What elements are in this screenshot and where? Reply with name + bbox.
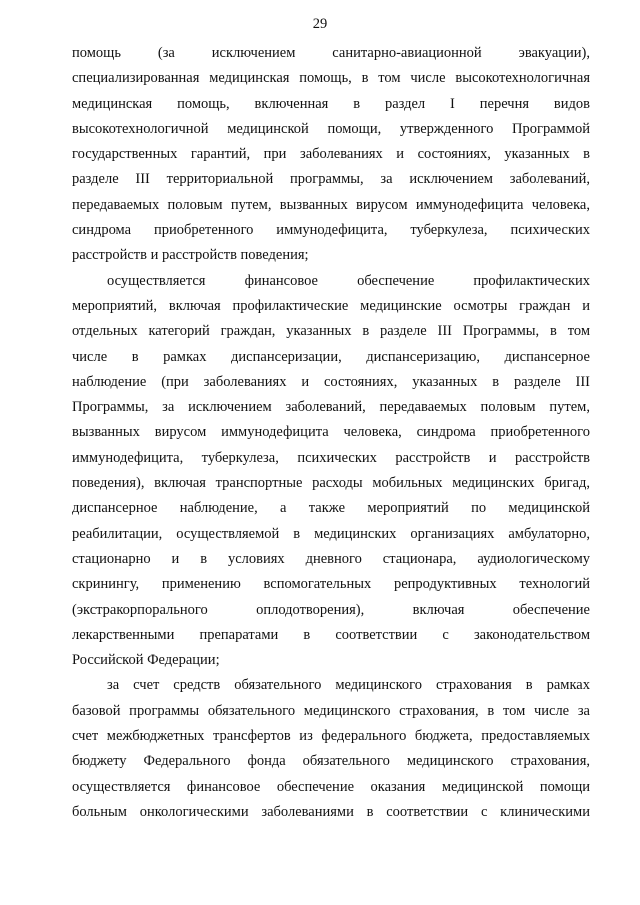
text-line: помощь (за исключением санитарно-авиационной эвакуации), — [72, 45, 590, 61]
text-line: осуществляется финансовое обеспечение профилактических — [107, 272, 590, 289]
text-line: лекарственными препаратами в соответствии с законодательством — [72, 626, 590, 643]
text-line: поведения), включая транспортные расходы мобильных медицинских бригад, — [72, 475, 590, 492]
text-line: диспансерное наблюдение, а также мероприятий по медицинской — [72, 500, 590, 517]
text-line: разделе III территориальной программы, за исключением заболеваний, — [72, 171, 590, 188]
text-line: Программы, за исключением заболеваний, передаваемых половым путем, — [72, 399, 590, 416]
text-line: бюджету Федерального фонда обязательного медицинского страхования, — [72, 753, 590, 770]
paragraph — [72, 269, 590, 674]
text-line: вызванных вирусом иммунодефицита человека, синдрома приобретенного — [72, 424, 590, 441]
text-line: высокотехнологичной медицинской помощи, утвержденного Программой — [72, 120, 590, 137]
text-line: специализированная медицинская помощь, в том числе высокотехнологичная — [72, 70, 590, 87]
text-line: реабилитации, осуществляемой в медицинских организациях амбулаторно, — [72, 525, 590, 542]
text-line: расстройств и расстройств поведения; — [72, 247, 309, 264]
body-text — [72, 41, 590, 825]
text-line: наблюдение (при заболеваниях и состояниях, указанных в разделе III — [72, 373, 590, 390]
text-line: больным онкологическими заболеваниями в соответствии с клиническими — [72, 803, 590, 820]
text-line: передаваемых половым путем, вызванных вирусом иммунодефицита человека, — [72, 196, 590, 213]
text-line: числе в рамках диспансеризации, диспансеризацию, диспансерное — [72, 348, 590, 365]
text-line: стационарно и в условиях дневного стационара, аудиологическому — [72, 550, 590, 567]
page-number: 29 — [312, 16, 328, 32]
text-line: (экстракорпорального оплодотворения), включая обеспечение — [72, 601, 590, 618]
text-line: государственных гарантий, при заболеваниях и состояниях, указанных в — [72, 146, 590, 163]
paragraph — [72, 41, 590, 269]
text-line: мероприятий, включая профилактические медицинские осмотры граждан и — [72, 297, 590, 314]
text-line: осуществляется финансовое обеспечение оказания медицинской помощи — [72, 778, 590, 795]
text-line: за счет средств обязательного медицинского страхования в рамках — [107, 677, 590, 694]
text-line: иммунодефицита, туберкулеза, психических расстройств и расстройств — [72, 449, 590, 466]
text-line: синдрома приобретенного иммунодефицита, туберкулеза, психических — [72, 222, 590, 239]
text-line: отдельных категорий граждан, указанных в разделе III Программы, в том — [72, 323, 590, 340]
text-line: медицинская помощь, включенная в раздел I перечня видов — [72, 95, 590, 112]
text-line: скринингу, применению вспомогательных репродуктивных технологий — [72, 576, 590, 593]
text-line: базовой программы обязательного медицинского страхования, в том числе за — [72, 702, 590, 719]
paragraph — [72, 673, 590, 825]
text-line: счет межбюджетных трансфертов из федерального бюджета, предоставляемых — [72, 728, 590, 745]
text-line: Российской Федерации; — [72, 652, 220, 669]
